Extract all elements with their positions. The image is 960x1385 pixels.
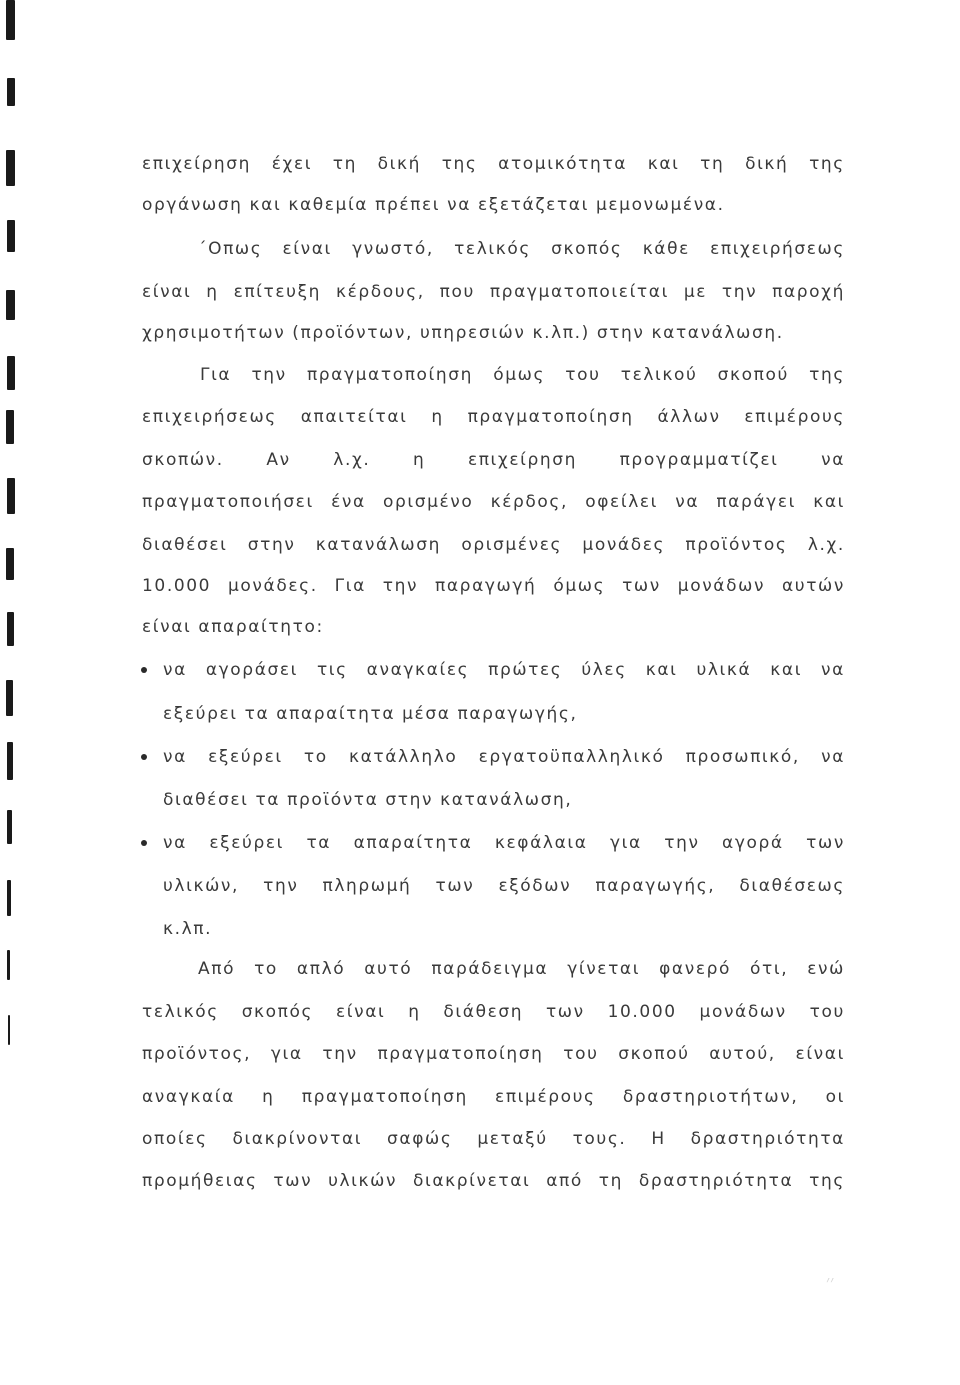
word: της: [809, 1171, 845, 1191]
word: μονάδες.: [228, 576, 318, 596]
text-line: [142, 281, 845, 303]
word: κεφάλαια: [494, 833, 588, 853]
word: τελικού: [620, 365, 698, 385]
word: να: [163, 833, 187, 853]
word: μονάδων: [699, 1002, 787, 1022]
word: σκοπών.: [142, 450, 224, 470]
word: υλικών,: [163, 876, 240, 896]
word: και: [647, 154, 680, 174]
word: δική: [745, 154, 789, 174]
word: του: [565, 365, 601, 385]
word: να: [163, 660, 187, 680]
word: παράδειγμα: [431, 959, 549, 979]
word: της: [809, 365, 845, 385]
bullet-point: [141, 667, 147, 673]
bullet-point: [141, 754, 147, 760]
word: ορισμένες: [461, 535, 563, 555]
word: των: [545, 1002, 585, 1022]
word: να: [820, 660, 845, 680]
word: η: [412, 450, 426, 470]
word: απαραίτητα: [353, 833, 473, 853]
word: του: [563, 1044, 599, 1064]
word: Για: [200, 365, 232, 385]
word: για: [270, 1044, 303, 1064]
word: επίτευξη: [233, 282, 322, 302]
word: των: [273, 1171, 313, 1191]
word: τελικός: [454, 239, 531, 259]
word: ορισμένο: [382, 492, 474, 512]
text-line: [142, 1086, 845, 1108]
word: πραγματοποίηση: [306, 365, 474, 385]
text-line: [142, 534, 845, 556]
word: των: [622, 576, 661, 596]
word: επιχειρήσεως: [142, 407, 277, 427]
text-line: [198, 238, 845, 260]
word: αυτού,: [709, 1044, 776, 1064]
word: τις: [316, 660, 348, 680]
word: προμήθειας: [142, 1171, 258, 1191]
word: απαιτείται: [300, 407, 408, 427]
text-line: [142, 491, 845, 513]
word: πραγματοποιήσει: [142, 492, 314, 512]
word: της: [441, 154, 478, 174]
word: για: [609, 833, 642, 853]
word: κάθε: [642, 239, 690, 259]
word: τη: [332, 154, 357, 174]
faint-page-mark: ׳׳: [826, 1272, 835, 1293]
word: κατάλληλο: [348, 747, 458, 767]
word: τη: [700, 154, 725, 174]
word: με: [683, 282, 708, 302]
word: την: [263, 876, 299, 896]
word: τη: [598, 1171, 623, 1191]
word: πρώτες: [488, 660, 563, 680]
word: είναι: [335, 1002, 386, 1022]
word: έχει: [271, 154, 313, 174]
word: γνωστό,: [352, 239, 434, 259]
text-line: [198, 958, 845, 980]
word: εξεύρει: [208, 747, 283, 767]
word: τελικός: [142, 1002, 219, 1022]
word: παραγωγή: [435, 576, 537, 596]
word: είναι: [795, 1044, 845, 1064]
word: κατανάλωση: [315, 535, 441, 555]
word: μονάδων: [677, 576, 766, 596]
word: της: [809, 154, 845, 174]
word: προϊόντος: [685, 535, 788, 555]
text-line: [142, 1001, 845, 1023]
word: είναι: [142, 282, 192, 302]
word: η: [431, 407, 444, 427]
text-line: [142, 406, 845, 428]
word: είναι: [282, 239, 332, 259]
word: επιχείρηση: [467, 450, 577, 470]
word: σκοπός: [241, 1002, 314, 1022]
word: άλλων: [657, 407, 721, 427]
word: οποίες: [142, 1129, 208, 1149]
word: παράγει: [716, 492, 796, 512]
text-line: [200, 364, 845, 386]
list-item-line: διαθέσει τα προϊόντα στην κατανάλωση,: [163, 790, 573, 810]
word: που: [439, 282, 475, 302]
word: λ.χ.: [807, 535, 845, 555]
word: σκοπού: [717, 365, 789, 385]
word: επιμέρους: [744, 407, 845, 427]
list-item-line: κ.λπ.: [163, 919, 213, 939]
word: επιχείρηση: [142, 154, 252, 174]
word: διαθέσει: [142, 535, 228, 555]
word: πληρωμή: [322, 876, 412, 896]
word: 10.000: [142, 576, 212, 596]
word: να: [821, 747, 845, 767]
word: 10.000: [607, 1002, 677, 1022]
text-line: χρησιμοτήτων (προϊόντων, υπηρεσιών κ.λπ.) στην κατανάλωση.: [142, 323, 784, 343]
word: η: [408, 1002, 421, 1022]
word: οφείλει: [585, 492, 658, 512]
word: διακρίνεται: [412, 1171, 531, 1191]
word: παροχή: [772, 282, 845, 302]
word: η: [206, 282, 219, 302]
word: ένα: [331, 492, 366, 512]
word: τους.: [572, 1129, 627, 1149]
word: διακρίνονται: [232, 1129, 363, 1149]
text-line: [142, 153, 845, 175]
word: την: [382, 576, 419, 596]
word: Η: [651, 1129, 666, 1149]
word: προσωπικό,: [685, 747, 800, 767]
word: Από: [198, 959, 236, 979]
word: την: [251, 365, 287, 385]
word: πραγματοποίηση: [301, 1087, 468, 1107]
word: και: [770, 660, 803, 680]
word: κέρδος,: [490, 492, 569, 512]
word: προϊόντος,: [142, 1044, 252, 1064]
word: εργατοϋπαλληλικό: [478, 747, 665, 767]
word: το: [303, 747, 328, 767]
word: εξεύρει: [209, 833, 284, 853]
word: υλικών: [328, 1171, 398, 1191]
word: δραστηριότητα: [638, 1171, 794, 1191]
word: των: [435, 876, 475, 896]
text-line: [142, 449, 845, 471]
word: οι: [825, 1087, 845, 1107]
word: ΄Οπως: [198, 239, 263, 259]
text-line: [142, 1170, 845, 1192]
word: στην: [247, 535, 296, 555]
word: το: [254, 959, 278, 979]
word: και: [645, 660, 678, 680]
word: παραγωγής,: [595, 876, 716, 896]
word: δραστηριοτήτων,: [622, 1087, 799, 1107]
word: υλικά: [696, 660, 752, 680]
word: από: [546, 1171, 583, 1191]
text-line: [142, 1043, 845, 1065]
word: απλό: [296, 959, 346, 979]
word: αυτών: [781, 576, 845, 596]
word: Αν: [266, 450, 291, 470]
word: αναγκαίες: [366, 660, 470, 680]
word: αναγκαία: [142, 1087, 235, 1107]
word: Για: [334, 576, 366, 596]
list-item-line: [163, 875, 845, 897]
word: αυτό: [364, 959, 413, 979]
word: επιμέρους: [495, 1087, 596, 1107]
word: αγοράσει: [205, 660, 299, 680]
word: ατομικότητα: [498, 154, 628, 174]
word: κέρδους,: [335, 282, 425, 302]
word: επιχειρήσεως: [710, 239, 845, 259]
text-line: είναι απαραίτητο:: [142, 617, 324, 637]
word: προγραμματίζει: [619, 450, 779, 470]
word: την: [664, 833, 700, 853]
word: του: [809, 1002, 845, 1022]
word: πραγματοποιείται: [489, 282, 669, 302]
word: όμως: [553, 576, 606, 596]
text-line: [142, 575, 845, 597]
list-item-line: εξεύρει τα απαραίτητα μέσα παραγωγής,: [163, 704, 578, 724]
word: εξόδων: [498, 876, 572, 896]
word: να: [675, 492, 700, 512]
word: τα: [306, 833, 332, 853]
word: ενώ: [807, 959, 845, 979]
word: όμως: [493, 365, 546, 385]
word: να: [163, 747, 187, 767]
text-line: οργάνωση και καθεμία πρέπει να εξετάζεται μεμονωμένα.: [142, 195, 725, 215]
word: σκοπός: [551, 239, 623, 259]
word: πραγματοποίηση: [377, 1044, 544, 1064]
list-item-line: [163, 659, 845, 681]
word: την: [721, 282, 758, 302]
bullet-point: [141, 840, 147, 846]
word: πραγματοποίηση: [467, 407, 634, 427]
word: γίνεται: [567, 959, 641, 979]
word: ότι,: [750, 959, 789, 979]
list-item-line: [163, 832, 845, 854]
word: και: [813, 492, 845, 512]
word: δική: [377, 154, 422, 174]
word: διαθέσεως: [739, 876, 845, 896]
word: σκοπού: [618, 1044, 690, 1064]
text-line: [142, 1128, 845, 1150]
word: σαφώς: [387, 1129, 453, 1149]
word: την: [322, 1044, 358, 1064]
word: η: [262, 1087, 275, 1107]
word: των: [806, 833, 845, 853]
word: διάθεση: [443, 1002, 524, 1022]
list-item-line: [163, 746, 845, 768]
word: δραστηριότητα: [690, 1129, 845, 1149]
word: φανερό: [659, 959, 732, 979]
word: μεταξύ: [477, 1129, 548, 1149]
word: μονάδες: [582, 535, 666, 555]
word: ύλες: [581, 660, 627, 680]
word: λ.χ.: [333, 450, 371, 470]
word: να: [821, 450, 845, 470]
word: αγορά: [722, 833, 784, 853]
